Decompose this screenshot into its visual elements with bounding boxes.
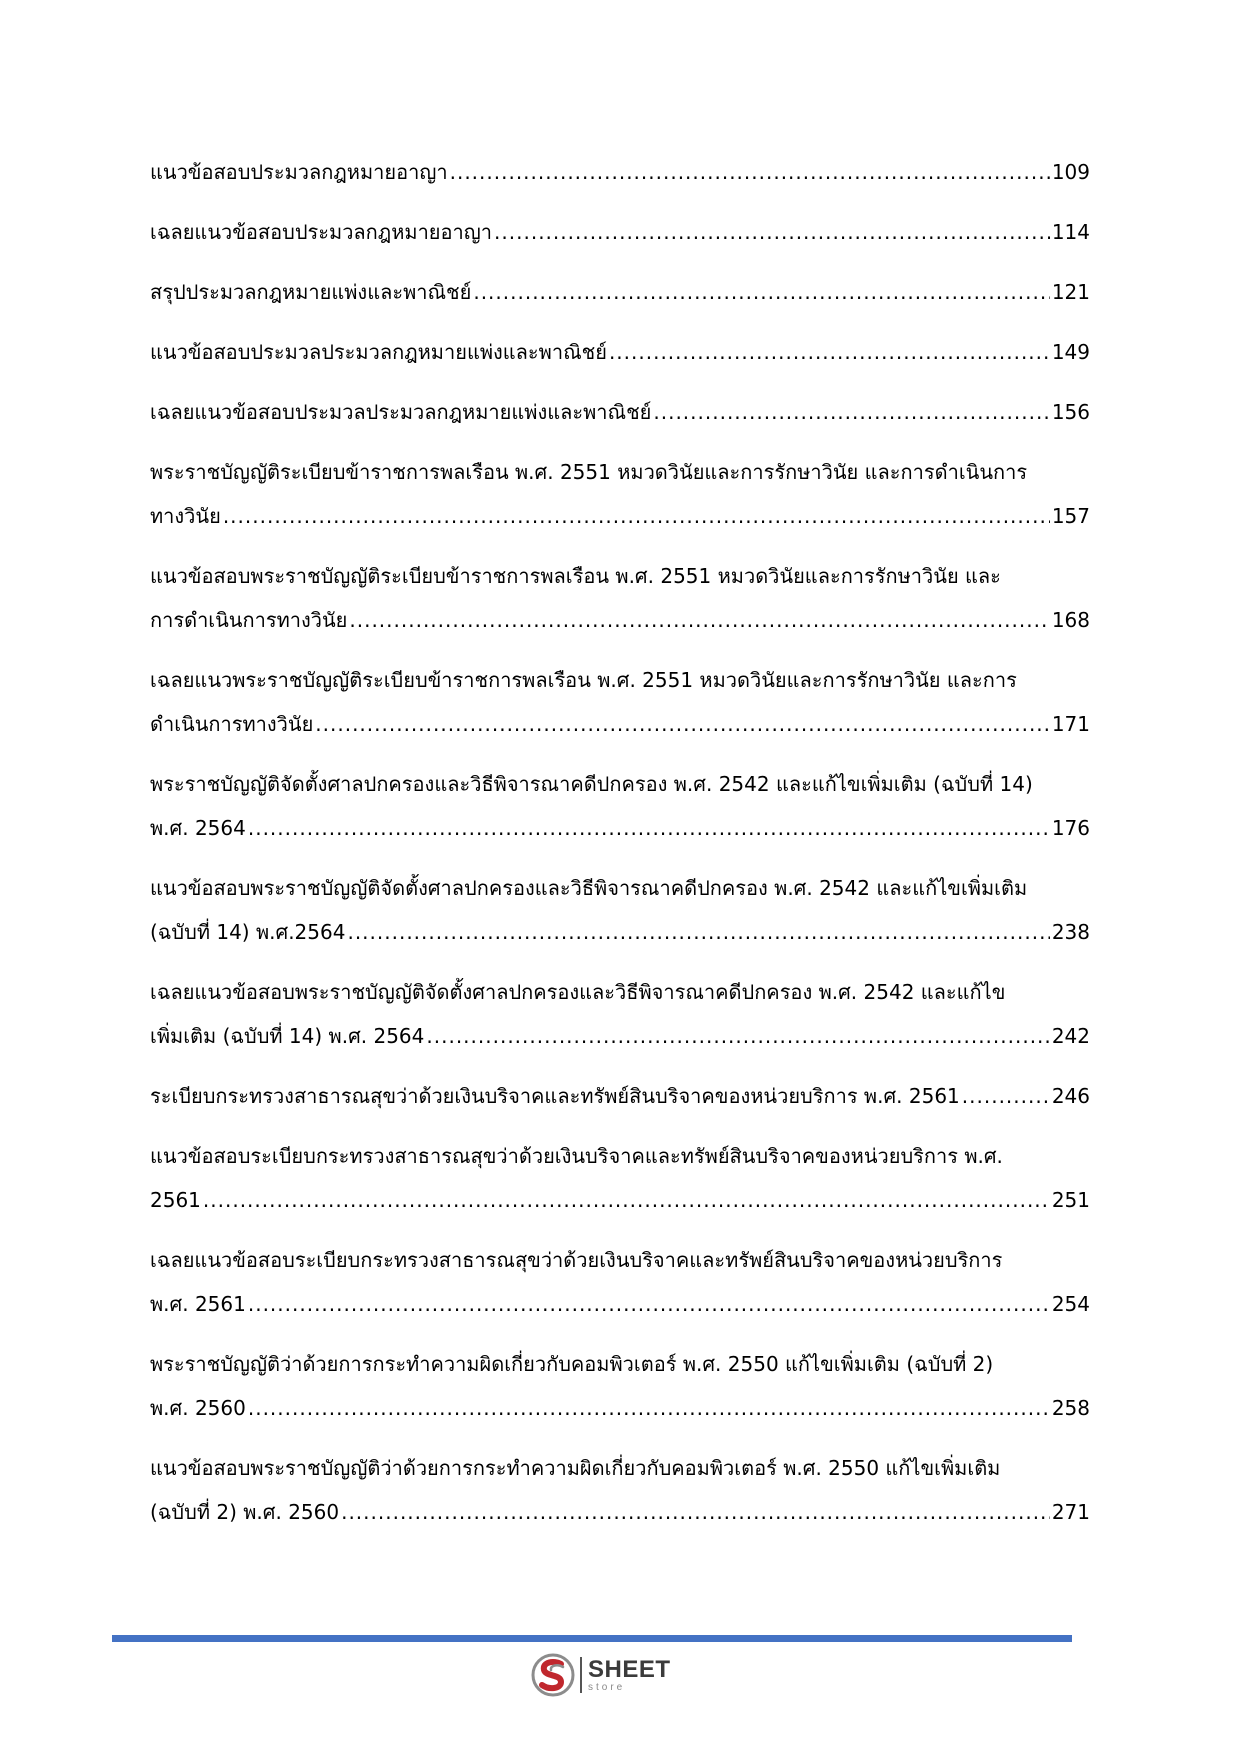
toc-page-number: 258 <box>1051 1396 1090 1420</box>
toc-line <box>150 1490 1090 1534</box>
toc-line <box>150 806 1090 850</box>
dot-leader <box>653 390 1049 434</box>
toc-entry[interactable] <box>150 1134 1090 1222</box>
toc-entry[interactable] <box>150 1238 1090 1326</box>
toc-entry[interactable] <box>150 270 1090 314</box>
toc-entry[interactable] <box>150 658 1090 746</box>
toc-line <box>150 1074 1090 1118</box>
toc-page-number: 246 <box>1051 1084 1090 1108</box>
dot-leader <box>203 1178 1050 1222</box>
toc-page-number: 176 <box>1051 816 1090 840</box>
toc-page-number: 168 <box>1051 608 1090 632</box>
dot-leader <box>494 210 1050 254</box>
dot-leader <box>473 270 1049 314</box>
dot-leader <box>248 1386 1050 1430</box>
toc-entry-title: เฉลยแนวพระราชบัญญัติระเบียบข้าราชการพลเรือน พ.ศ. 2551 หมวดวินัยและการรักษาวินัย และการ <box>150 668 1017 692</box>
toc-line <box>150 330 1090 374</box>
toc-line <box>150 150 1090 194</box>
toc-entry-title: ระเบียบกระทรวงสาธารณสุขว่าด้วยเงินบริจาคและทรัพย์สินบริจาคของหน่วยบริการ พ.ศ. 2561 <box>150 1084 960 1108</box>
toc-entry-title: ดำเนินการทางวินัย <box>150 712 314 736</box>
toc-page-number: 254 <box>1051 1292 1090 1316</box>
toc-entry-title: (ฉบับที่ 2) พ.ศ. 2560 <box>150 1500 340 1524</box>
toc-line <box>150 866 1090 910</box>
toc-line <box>150 390 1090 434</box>
toc-entry-title: เฉลยแนวข้อสอบประมวลประมวลกฎหมายแพ่งและพาณิชย์ <box>150 400 652 424</box>
toc-page-number: 238 <box>1051 920 1090 944</box>
toc-entry-title: พ.ศ. 2564 <box>150 816 246 840</box>
dot-leader <box>609 330 1050 374</box>
toc-line <box>150 1134 1090 1178</box>
toc-line <box>150 970 1090 1014</box>
toc-page-number: 121 <box>1051 280 1090 304</box>
toc-entry-title: พระราชบัญญัติว่าด้วยการกระทำความผิดเกี่ยวกับคอมพิวเตอร์ พ.ศ. 2550 แก้ไขเพิ่มเติม (ฉบับที่ 2) <box>150 1352 994 1376</box>
logo-divider <box>580 1657 582 1693</box>
dot-leader <box>248 806 1050 850</box>
toc-line <box>150 1446 1090 1490</box>
toc-entry-title: 2561 <box>150 1188 201 1212</box>
toc-page-number: 171 <box>1051 712 1090 736</box>
toc-page-number: 271 <box>1051 1500 1090 1524</box>
toc-entry[interactable] <box>150 1342 1090 1430</box>
toc-entry-title: แนวข้อสอบพระราชบัญญัติจัดตั้งศาลปกครองและวิธีพิจารณาคดีปกครอง พ.ศ. 2542 และแก้ไขเพิ่มเติม <box>150 876 1028 900</box>
toc-entry-title: พ.ศ. 2560 <box>150 1396 246 1420</box>
toc-entry-title: แนวข้อสอบพระราชบัญญัติระเบียบข้าราชการพลเรือน พ.ศ. 2551 หมวดวินัยและการรักษาวินัย และ <box>150 564 1001 588</box>
toc-page-number: 242 <box>1051 1024 1090 1048</box>
toc-entry[interactable] <box>150 554 1090 642</box>
toc-entry-title: แนวข้อสอบระเบียบกระทรวงสาธารณสุขว่าด้วยเงินบริจาคและทรัพย์สินบริจาคของหน่วยบริการ พ.ศ. <box>150 1144 1003 1168</box>
toc-line <box>150 702 1090 746</box>
dot-leader <box>962 1074 1050 1118</box>
dot-leader <box>347 910 1049 954</box>
toc-entry-title: เฉลยแนวข้อสอบประมวลกฎหมายอาญา <box>150 220 493 244</box>
toc-entry[interactable] <box>150 866 1090 954</box>
sheet-store-logo <box>530 1652 671 1698</box>
toc-entry-title: การดำเนินการทางวินัย <box>150 608 348 632</box>
toc-line <box>150 762 1090 806</box>
toc-entry[interactable] <box>150 1446 1090 1534</box>
logo-wordmark <box>588 1655 671 1693</box>
logo-subword: store <box>588 1681 626 1693</box>
toc-entry[interactable] <box>150 762 1090 850</box>
toc-line <box>150 1386 1090 1430</box>
toc-entry[interactable] <box>150 970 1090 1058</box>
toc-line <box>150 1342 1090 1386</box>
toc-entry[interactable] <box>150 450 1090 538</box>
toc-line <box>150 494 1090 538</box>
toc-entry-title: เฉลยแนวข้อสอบระเบียบกระทรวงสาธารณสุขว่าด้วยเงินบริจาคและทรัพย์สินบริจาคของหน่วยบริการ <box>150 1248 1003 1272</box>
toc-line <box>150 270 1090 314</box>
toc-entry[interactable] <box>150 150 1090 194</box>
toc-entry[interactable] <box>150 210 1090 254</box>
toc-entry-title: (ฉบับที่ 14) พ.ศ.2564 <box>150 920 346 944</box>
toc-page-number: 157 <box>1051 504 1090 528</box>
toc-entry[interactable] <box>150 330 1090 374</box>
dot-leader <box>426 1014 1049 1058</box>
toc-line <box>150 1178 1090 1222</box>
toc-entry-title: แนวข้อสอบประมวลประมวลกฎหมายแพ่งและพาณิชย์ <box>150 340 607 364</box>
toc-line <box>150 210 1090 254</box>
dot-leader <box>223 494 1050 538</box>
logo-word: SHEET <box>588 1655 671 1683</box>
dot-leader <box>341 1490 1050 1534</box>
toc-line <box>150 554 1090 598</box>
toc-line <box>150 1014 1090 1058</box>
toc-entry-title: พระราชบัญญัติระเบียบข้าราชการพลเรือน พ.ศ. 2551 หมวดวินัยและการรักษาวินัย และการดำเนินการ <box>150 460 1028 484</box>
dot-leader <box>349 598 1049 642</box>
toc-entry-title: สรุปประมวลกฎหมายแพ่งและพาณิชย์ <box>150 280 472 304</box>
toc-line <box>150 910 1090 954</box>
toc-line <box>150 1282 1090 1326</box>
dot-leader <box>450 150 1050 194</box>
toc-entry[interactable] <box>150 1074 1090 1118</box>
toc-entry[interactable] <box>150 390 1090 434</box>
table-of-contents <box>150 150 1090 1550</box>
dot-leader <box>248 1282 1050 1326</box>
toc-entry-title: ทางวินัย <box>150 504 221 528</box>
toc-line <box>150 1238 1090 1282</box>
toc-entry-title: เพิ่มเติม (ฉบับที่ 14) พ.ศ. 2564 <box>150 1024 425 1048</box>
toc-page-number: 156 <box>1051 400 1090 424</box>
toc-page-number: 251 <box>1051 1188 1090 1212</box>
footer-rule <box>112 1635 1072 1642</box>
dot-leader <box>315 702 1050 746</box>
toc-entry-title: พระราชบัญญัติจัดตั้งศาลปกครองและวิธีพิจารณาคดีปกครอง พ.ศ. 2542 และแก้ไขเพิ่มเติม (ฉบับที่ 14) <box>150 772 1033 796</box>
toc-page-number: 114 <box>1051 220 1090 244</box>
toc-page-number: 109 <box>1051 160 1090 184</box>
toc-entry-title: แนวข้อสอบพระราชบัญญัติว่าด้วยการกระทำความผิดเกี่ยวกับคอมพิวเตอร์ พ.ศ. 2550 แก้ไขเพิ่มเติม <box>150 1456 1001 1480</box>
toc-line <box>150 450 1090 494</box>
toc-line <box>150 598 1090 642</box>
toc-entry-title: แนวข้อสอบประมวลกฎหมายอาญา <box>150 160 448 184</box>
toc-line <box>150 658 1090 702</box>
toc-entry-title: เฉลยแนวข้อสอบพระราชบัญญัติจัดตั้งศาลปกครองและวิธีพิจารณาคดีปกครอง พ.ศ. 2542 และแก้ไข <box>150 980 1006 1004</box>
toc-entry-title: พ.ศ. 2561 <box>150 1292 246 1316</box>
sheet-store-s-logo-icon <box>530 1652 576 1698</box>
toc-page-number: 149 <box>1051 340 1090 364</box>
